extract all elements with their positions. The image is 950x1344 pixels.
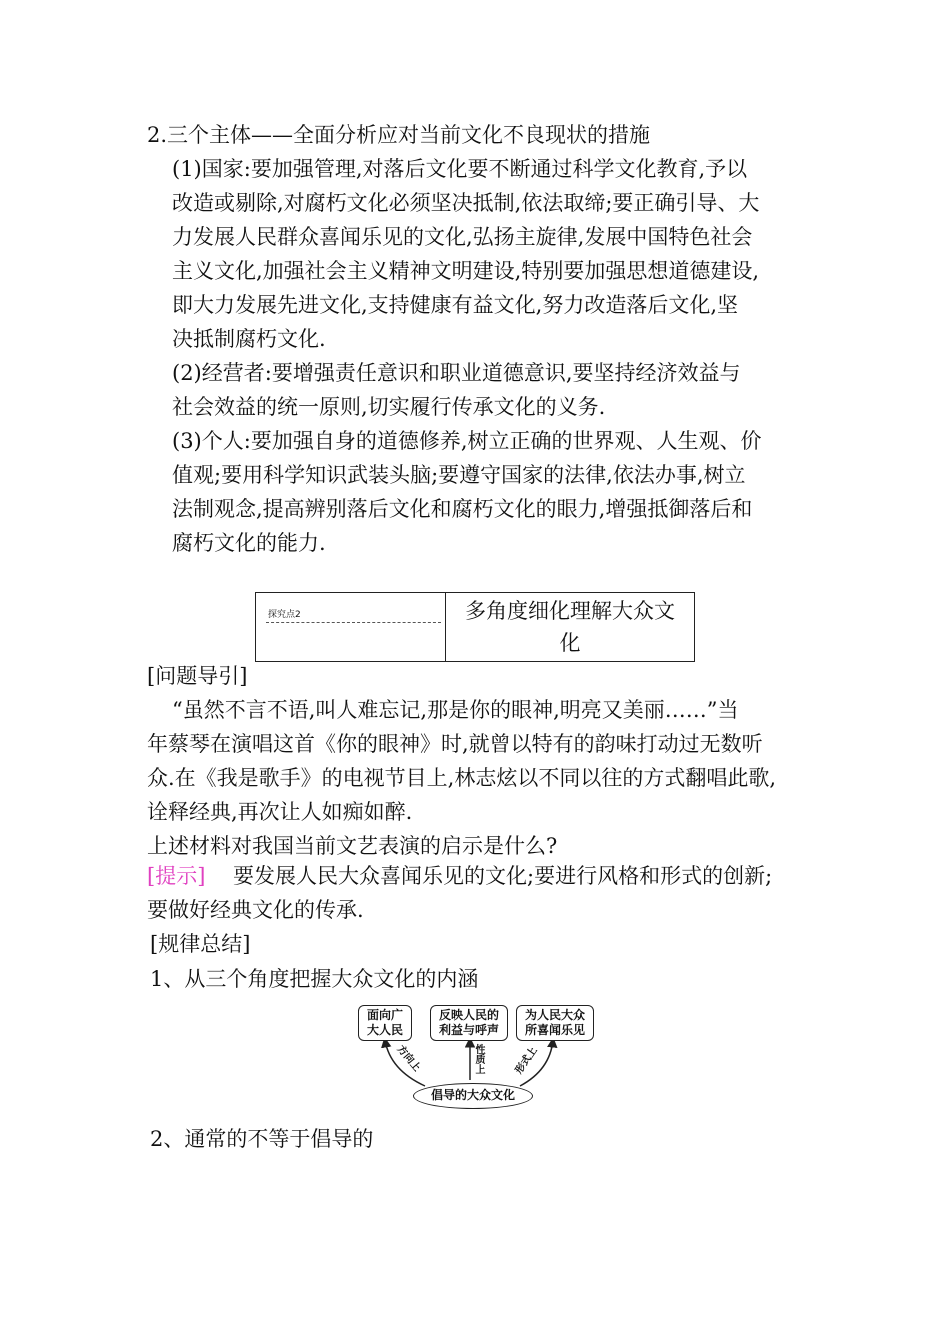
paragraph-line: 法制观念,提高辨别落后文化和腐朽文化的眼力,增强抵御落后和 (172, 497, 753, 521)
explore-title-cell (446, 593, 694, 661)
section-title: 2.三个主体——全面分析应对当前文化不良现状的措施 (147, 123, 651, 147)
explore-point-box (255, 592, 695, 662)
guide-question: 上述材料对我国当前文艺表演的启示是什么? (147, 834, 558, 858)
guide-line: 众.在《我是歌手》的电视节目上,林志炫以不同以往的方式翻唱此歌, (147, 766, 777, 790)
paragraph-line: 腐朽文化的能力. (172, 531, 326, 555)
summary-point-1: 1、从三个角度把握大众文化的内涵 (150, 967, 479, 991)
label-form: 形式上 (513, 1045, 540, 1077)
guide-heading: [问题导引] (147, 664, 248, 688)
guide-line: “虽然不言不语,叫人难忘记,那是你的眼神,明亮又美丽……”当 (172, 698, 739, 722)
explore-tag-cell (256, 593, 446, 661)
paragraph-line: 主义文化,加强社会主义精神文明建设,特别要加强思想道德建设, (172, 259, 760, 283)
dashed-divider (266, 622, 441, 623)
paragraph-line: 即大力发展先进文化,支持健康有益文化,努力改造落后文化,坚 (172, 293, 739, 317)
paragraph-line: 值观;要用科学知识武装头脑;要遵守国家的法律,依法办事,树立 (172, 463, 746, 487)
summary-point-2: 2、通常的不等于倡导的 (150, 1127, 374, 1151)
diagram-node-popular: 为人民大众 所喜闻乐见 (516, 1005, 594, 1041)
mass-culture-diagram (355, 1000, 600, 1110)
label-nature: 性质上 (473, 1044, 484, 1074)
explore-tag: 探究点2 (268, 610, 301, 620)
diagram-node-interests: 反映人民的 利益与呼声 (430, 1005, 508, 1041)
label-direction: 方向上 (394, 1043, 423, 1074)
paragraph-line: (2)经营者:要增强责任意识和职业道德意识,要坚持经济效益与 (172, 361, 741, 385)
guide-line: 年蔡琴在演唱这首《你的眼神》时,就曾以特有的韵味打动过无数听 (147, 732, 763, 756)
hint-label: [提示] (147, 864, 206, 888)
hint-line: 要发展人民大众喜闻乐见的文化;要进行风格和形式的创新; (233, 864, 773, 888)
guide-line: 诠释经典,再次让人如痴如醉. (147, 800, 413, 824)
paragraph-line: (3)个人:要加强自身的道德修养,树立正确的世界观、人生观、价 (172, 429, 762, 453)
paragraph-line: 改造或剔除,对腐朽文化必须坚决抵制,依法取缔;要正确引导、大 (172, 191, 760, 215)
diagram-center-oval: 倡导的大众文化 (413, 1083, 533, 1109)
paragraph-line: (1)国家:要加强管理,对落后文化要不断通过科学文化教育,予以 (172, 157, 748, 181)
paragraph-line: 社会效益的统一原则,切实履行传承文化的义务. (172, 395, 606, 419)
hint-line: 要做好经典文化的传承. (147, 898, 364, 922)
summary-heading: [规律总结] (150, 932, 251, 956)
paragraph-line: 决抵制腐朽文化. (172, 327, 326, 351)
paragraph-line: 力发展人民群众喜闻乐见的文化,弘扬主旋律,发展中国特色社会 (172, 225, 753, 249)
diagram-node-people: 面向广 大人民 (358, 1005, 412, 1041)
explore-title-line: 化 (559, 631, 581, 655)
explore-title-line: 多角度细化理解大众文 (465, 599, 675, 623)
